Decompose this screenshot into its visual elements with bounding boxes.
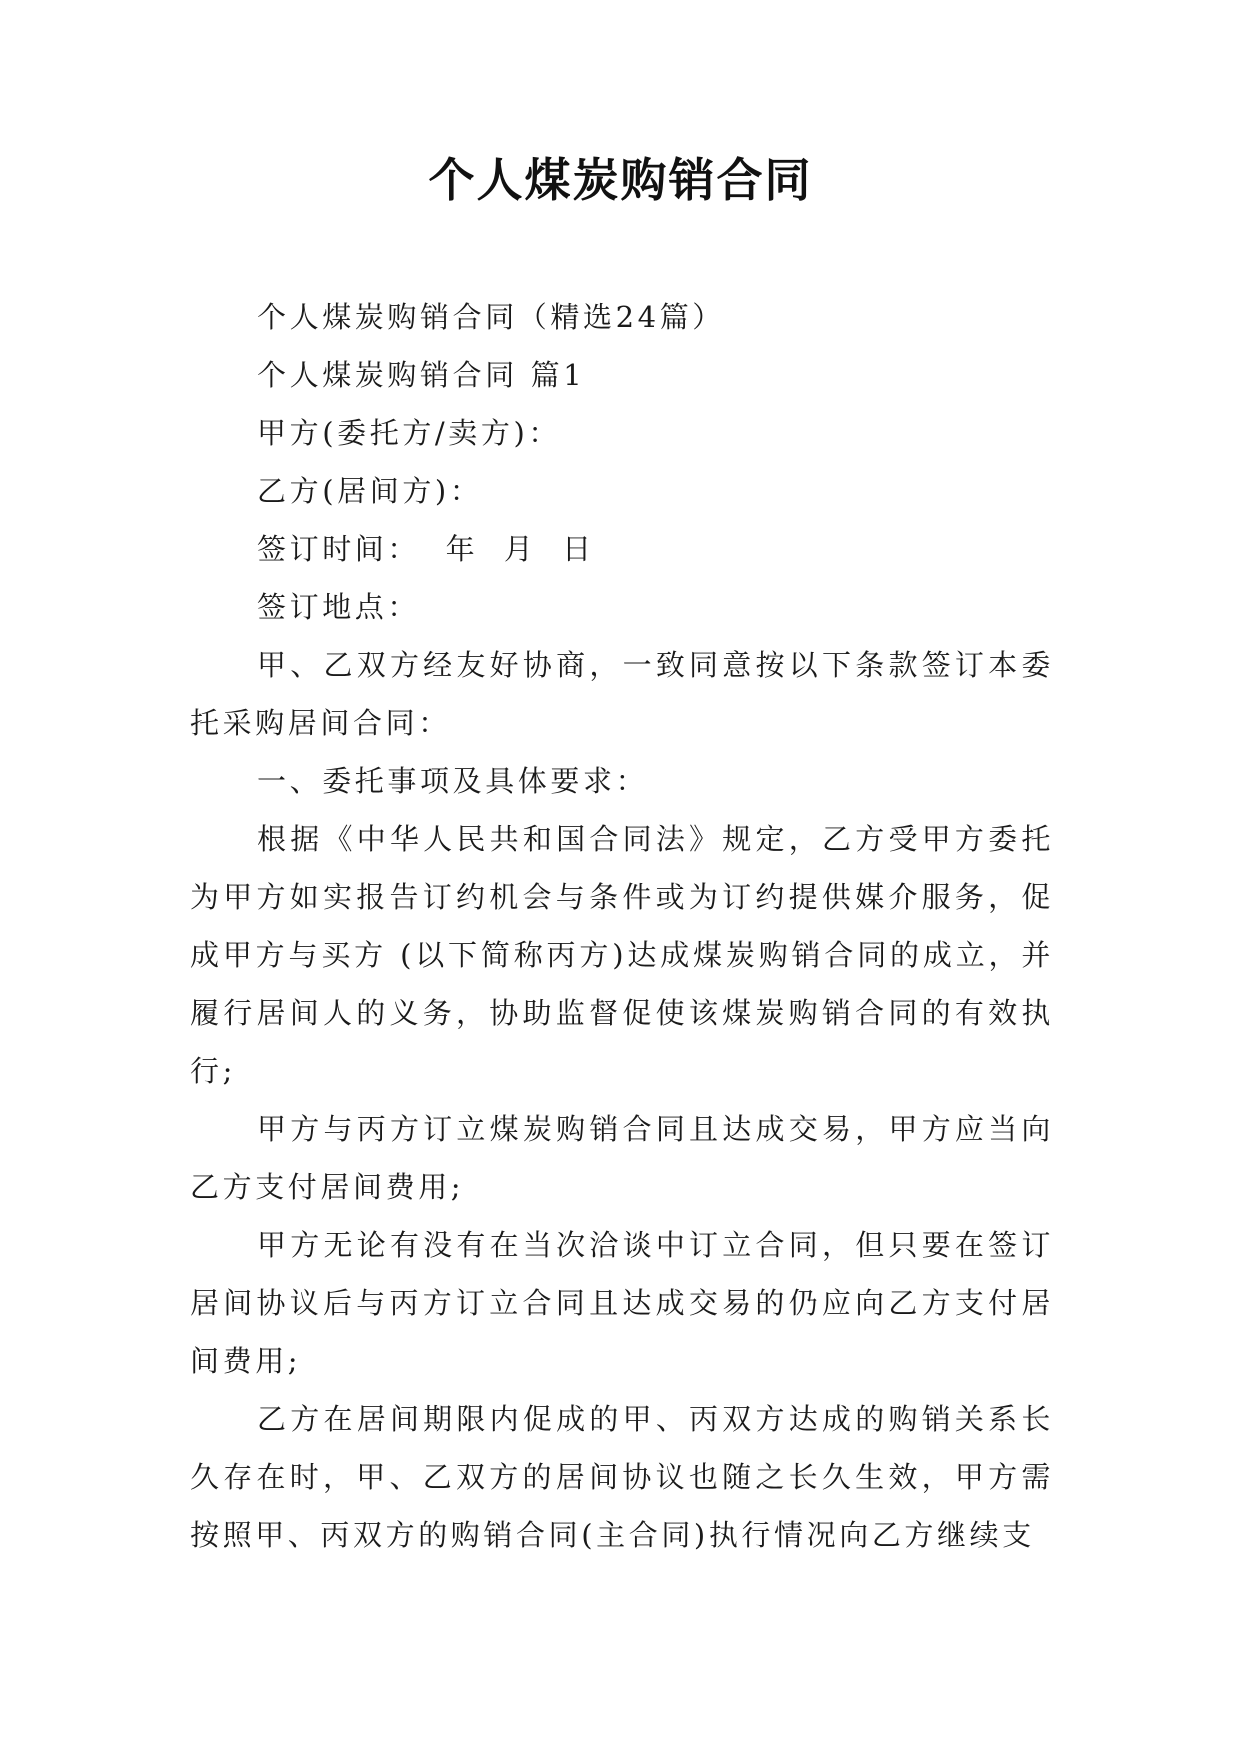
paragraph-preamble: 甲、乙双方经友好协商，一致同意按以下条款签订本委托采购居间合同：	[190, 648, 1054, 740]
paragraph-subtitle: 个人煤炭购销合同（精选24篇）	[257, 300, 725, 334]
paragraph-section-heading: 个人煤炭购销合同 篇1	[257, 358, 586, 392]
paragraph-clause-2: 甲方与丙方订立煤炭购销合同且达成交易，甲方应当向乙方支付居间费用;	[190, 1112, 1054, 1204]
paragraph-party-b: 乙方(居间方)：	[257, 474, 483, 508]
paragraph-signing-date: 签订时间： 年 月 日	[257, 532, 595, 566]
paragraph-clause-heading: 一、委托事项及具体要求：	[257, 764, 649, 798]
paragraph-clause-1: 根据《中华人民共和国合同法》规定，乙方受甲方委托为甲方如实报告订约机会与条件或为订约提供媒介服务，促成甲方与买方 (以下简称丙方)达成煤炭购销合同的成立，并履行居间人的义务，协助监督促使该煤炭购销合同的有效执行;	[190, 822, 1054, 1088]
paragraph-party-a: 甲方(委托方/卖方)：	[257, 416, 561, 450]
document-title: 个人煤炭购销合同	[428, 153, 813, 207]
paragraph-signing-place: 签订地点：	[257, 590, 421, 624]
paragraph-clause-4: 乙方在居间期限内促成的甲、丙双方达成的购销关系长久存在时，甲、乙双方的居间协议也随之长久生效，甲方需按照甲、丙双方的购销合同(主合同)执行情况向乙方继续支	[190, 1402, 1054, 1552]
paragraph-clause-3: 甲方无论有没有在当次洽谈中订立合同，但只要在签订居间协议后与丙方订立合同且达成交易的仍应向乙方支付居间费用;	[190, 1228, 1054, 1378]
document-body	[190, 288, 1054, 1564]
